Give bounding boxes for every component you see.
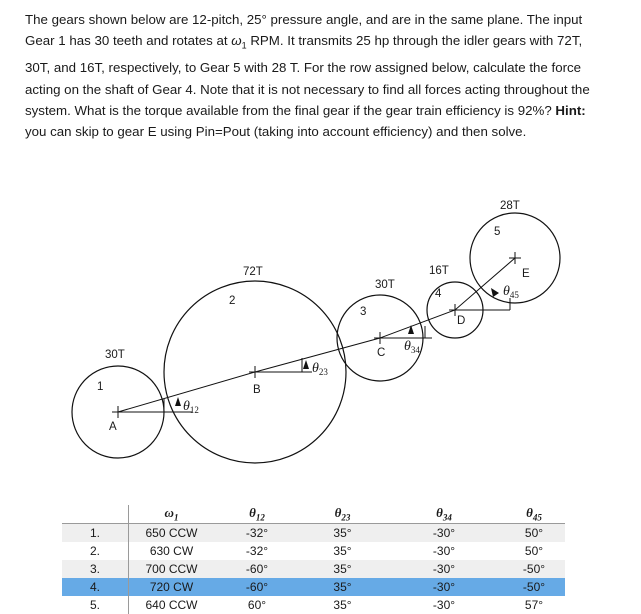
hint-text: you can skip to gear E using Pin=Pout (taking into account efficiency) and then solve. <box>25 124 527 140</box>
gear-5-teeth: 28T <box>500 200 520 212</box>
center-label-c: C <box>377 347 386 359</box>
gear-4-number: 4 <box>435 288 442 300</box>
gear-5-number: 5 <box>494 226 501 238</box>
gear-2-teeth: 72T <box>243 266 263 278</box>
angle-label-45: $\theta_{45}$ <box>503 284 519 300</box>
header-theta-23: $\theta_{23}$ <box>300 505 385 524</box>
gear-1-number: 1 <box>97 381 104 393</box>
center-label-e: E <box>522 268 530 280</box>
table-header-row <box>62 505 565 524</box>
angle-label-23: $\theta_{23}$ <box>312 361 328 377</box>
table-row: 2. 630 CW -32° 35° -30° 50° <box>89 544 544 558</box>
gear-2-number: 2 <box>229 295 236 307</box>
center-label-d: D <box>457 315 466 327</box>
center-mark-b <box>249 366 261 378</box>
angle-arrow-12 <box>175 397 181 406</box>
gear-3-teeth: 30T <box>375 279 395 291</box>
angle-arrow-23 <box>303 360 309 369</box>
angle-label-34: $\theta_{34}$ <box>404 339 420 355</box>
center-line <box>118 258 515 412</box>
table-row: 5. 640 CCW 60° 35° -30° 57° <box>89 598 544 612</box>
problem-text-part2: RPM. It transmits 25 hp through the idler gears with 72T, 30T, and 16T, respectively, to Gear 5 with 28 T. For the row assigned below, calculate the force acting on the shaft of Gear 4. Note that it is not necessary to find all forces acting throughout the system. What is the torque available from the final gear if the gear train efficiency is 92%? <box>25 33 590 118</box>
table-row: 3. 700 CCW -60° 35° -30° -50° <box>62 560 565 578</box>
omega-subscript: 1 <box>241 40 247 51</box>
gear-4-teeth: 16T <box>429 265 449 277</box>
gear-3-number: 3 <box>360 306 367 318</box>
assignment-table <box>62 505 565 614</box>
header-theta-34: $\theta_{34}$ <box>385 505 503 524</box>
header-theta-45: $\theta_{45}$ <box>503 505 565 524</box>
gear-1-teeth: 30T <box>105 349 125 361</box>
table-row-selected: 4. 720 CW -60° 35° -30° -50° <box>62 578 565 596</box>
hint-label: Hint: <box>555 102 586 118</box>
center-label-a: A <box>109 421 117 433</box>
center-mark-a <box>112 406 124 418</box>
angle-label-12: $\theta_{12}$ <box>183 399 199 415</box>
problem-text-part1: The gears shown below are 12-pitch, 25° pressure angle, and are in the same plane. The input Gear 1 has 30 teeth and rotates at <box>25 12 583 49</box>
omega-symbol: ω <box>231 33 242 49</box>
header-omega-1: $\omega_1$ <box>129 505 215 524</box>
center-mark-c <box>374 332 386 344</box>
angle-arrow-45 <box>491 288 499 297</box>
angle-arrow-34 <box>408 325 414 334</box>
table-row: 1. 650 CCW -32° 35° -30° 50° <box>62 524 565 543</box>
header-theta-12: $\theta_{12}$ <box>214 505 300 524</box>
center-label-b: B <box>253 384 261 396</box>
